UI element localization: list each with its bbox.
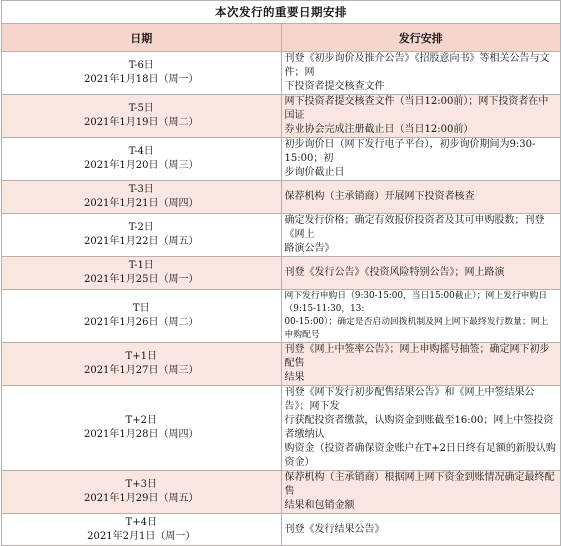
arrangement-cell: 刊登《网上中签率公告》；网上申购摇号抽签；确定网下初步配售 结果: [281, 343, 561, 386]
day-label: T-4日: [128, 146, 154, 157]
day-label: T+4日: [125, 516, 157, 528]
table-header-row: [2, 24, 561, 52]
arrangement-cell: 确定发行价格；确定有效报价投资者及其可申购股数；刊登《网上 路演公告》: [281, 214, 561, 257]
date-cell: [2, 138, 282, 181]
date-label: 2021年1月20日（周三）: [83, 160, 199, 171]
date-cell: [2, 181, 282, 214]
date-label: 2021年1月21日（周四）: [83, 198, 199, 209]
date-label: 2021年1月18日（周一）: [83, 74, 199, 85]
table-row: [2, 257, 561, 290]
arrangement-cell: 刊登《网下发行初步配售结果公告》和《网上中签结果公告》；网下发 行获配投资者缴款，认购资金到账截至16:00；网上中签投资者缴纳认 购资金（投资者确保资金账户在T+2日日终有足额的新股认购资金）: [281, 386, 561, 471]
table-row: [2, 514, 561, 546]
table-row: [2, 386, 561, 471]
day-label: T-5日: [128, 103, 154, 114]
schedule-table: [1, 0, 561, 546]
date-cell: [2, 514, 282, 546]
day-label: T-3日: [128, 184, 154, 195]
date-label: 2021年1月28日（周四）: [83, 429, 199, 440]
day-label: T+1日: [125, 351, 157, 362]
date-cell: [2, 257, 282, 290]
table-row: [2, 471, 561, 514]
date-label: 2021年2月1日（周一）: [87, 530, 196, 542]
table-row: [2, 181, 561, 214]
arrangement-cell: 保荐机构（主承销商）根据网上网下资金到账情况确定最终配售 结果和包销金额: [281, 471, 561, 514]
day-label: T-2日: [128, 222, 154, 233]
table-row: [2, 52, 561, 95]
table-row: [2, 343, 561, 386]
arrangement-cell: 初步询价日（网下发行电子平台），初步询价期间为9:30-15:00；初 步询价截止日: [281, 138, 561, 181]
arrangement-cell: 刊登《发行结果公告》: [281, 514, 561, 546]
date-cell: [2, 95, 282, 138]
arrangement-cell: 刊登《初步询价及推介公告》《招股意向书》等相关公告与文件；网 下投资者提交核查文件: [281, 52, 561, 95]
date-label: 2021年1月19日（周二）: [83, 117, 199, 128]
table-row: [2, 290, 561, 343]
date-label: 2021年1月25日（周一）: [83, 274, 199, 285]
header-date: 日期: [2, 24, 282, 52]
table-row: [2, 138, 561, 181]
date-cell: [2, 290, 282, 343]
date-cell: [2, 386, 282, 471]
date-label: 2021年1月22日（周五）: [83, 236, 199, 247]
date-cell: [2, 52, 282, 95]
day-label: T-6日: [128, 60, 154, 71]
date-label: 2021年1月27日（周三）: [83, 365, 199, 376]
date-cell: [2, 214, 282, 257]
date-label: 2021年1月29日（周五）: [83, 493, 199, 504]
date-cell: [2, 471, 282, 514]
date-label: 2021年1月26日（周二）: [83, 317, 199, 328]
arrangement-cell: 网下投资者提交核查文件（当日12:00前）；网下投资者在中国证 券业协会完成注册截止日（当日12:00前）: [281, 95, 561, 138]
date-cell: [2, 343, 282, 386]
header-arrangement: 发行安排: [281, 24, 561, 52]
day-label: T+2日: [125, 415, 157, 426]
arrangement-cell: 保荐机构（主承销商）开展网下投资者核查: [281, 181, 561, 214]
arrangement-cell: 刊登《发行公告》《投资风险特别公告》；网上路演: [281, 257, 561, 290]
day-label: T+3日: [125, 479, 157, 490]
arrangement-cell: 网下发行申购日（9:30-15:00，当日15:00截止）；网上发行申购日（9:15-11:30，13: 00-15:00）；确定是否启动回拨机制及网上网下最终发行数量；网上申购配号: [281, 290, 561, 343]
day-label: T日: [132, 303, 150, 314]
table-row: [2, 214, 561, 257]
day-label: T-1日: [128, 260, 154, 271]
table-title: 本次发行的重要日期安排: [2, 1, 561, 24]
table-title-row: [2, 1, 561, 24]
table-row: [2, 95, 561, 138]
